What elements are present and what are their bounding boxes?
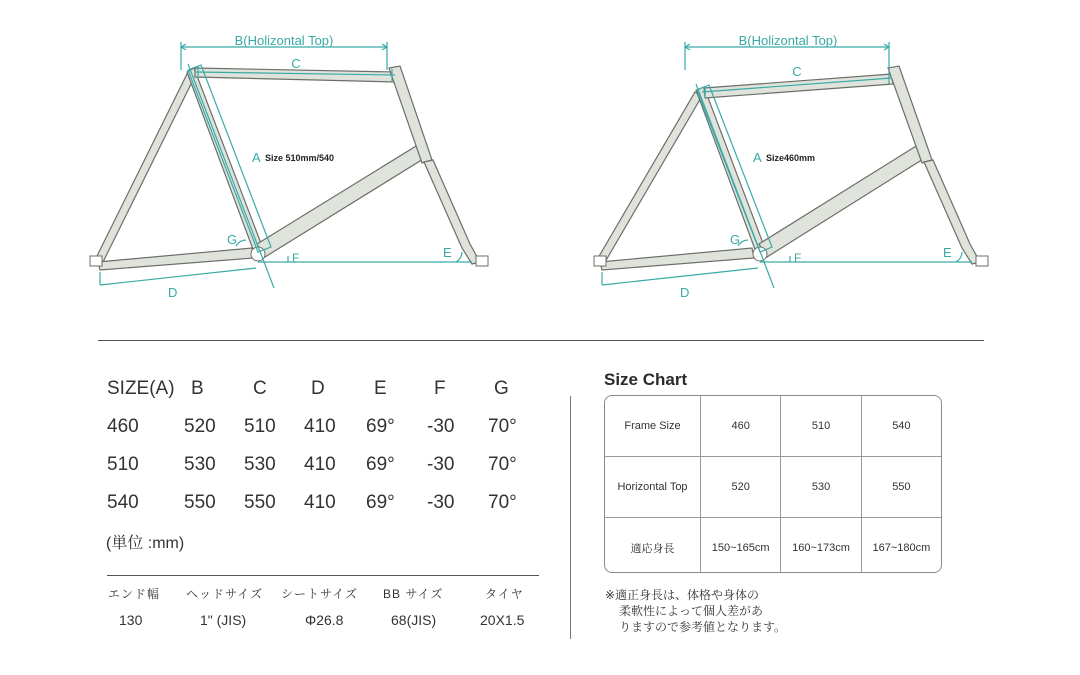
chain-stay [600,248,754,270]
label-a: A [753,150,762,165]
label-d: D [680,285,690,300]
geometry-cell: 550 [184,492,216,513]
spec-value: 130 [119,612,143,628]
geometry-row [0,416,560,440]
geometry-cell: 550 [244,492,276,513]
spec-value: 1" (JIS) [200,612,247,628]
geometry-cell: 69° [366,416,395,437]
spec-header: エンド幅 [108,587,161,601]
geometry-header: D [311,378,325,399]
fork [424,160,480,264]
frame-diagram-left [0,0,540,320]
geometry-header: C [253,378,267,399]
chain-stay [98,248,254,270]
geometry-header: SIZE(A) [107,378,175,399]
front-dropout [476,256,488,266]
label-b: B(Holizontal Top) [738,33,838,48]
geometry-header: E [374,378,387,399]
spec-header: BB サイズ [383,587,444,601]
spec-value: 68(JIS) [391,612,437,628]
geometry-cell: 410 [304,454,336,475]
geometry-cell: 70° [488,492,517,513]
column-divider [570,396,571,639]
size-chart-table [604,395,942,573]
size-chart-cell: 160~173cm [781,518,861,574]
geometry-cell: -30 [427,492,455,513]
geometry-cell: 410 [304,416,336,437]
footnote-line: りますので参考値となります。 [619,620,787,634]
label-d: D [168,285,178,300]
size-chart-cell: 550 [861,457,941,518]
rear-dropout [594,256,606,266]
label-a: A [252,150,261,165]
spec-value: 20X1.5 [480,612,525,628]
geometry-cell: 69° [366,492,395,513]
rear-dropout [90,256,102,266]
spec-value: Φ26.8 [305,612,344,628]
footnote-line: ※適正身長は、体格や身体の [605,588,760,602]
geometry-row [0,454,560,478]
label-e: E [443,245,452,260]
size-chart-cell: 510 [781,396,861,457]
label-f: F [292,251,300,265]
geometry-header: G [494,378,509,399]
geometry-header-row [0,378,560,402]
geometry-cell: 520 [184,416,216,437]
fork [924,160,980,264]
unit-note: (単位 :mm) [106,535,185,552]
geometry-cell: 530 [184,454,216,475]
size-chart-footnote [605,587,786,635]
label-c: C [291,56,301,71]
size-chart-row-label: Horizontal Top [605,457,701,518]
size-chart-row [605,518,941,574]
size-chart-cell: 530 [781,457,861,518]
size-chart-row-label: 適応身長 [605,518,701,574]
seat-stay [96,72,195,262]
size-chart-title: Size Chart [604,370,688,389]
geometry-cell: -30 [427,454,455,475]
head-tube [389,66,432,163]
geometry-cell: 69° [366,454,395,475]
frame-tubes [598,66,980,270]
bottom-bracket [753,247,767,261]
seat-stay [598,92,702,262]
size-chart-row [605,396,941,457]
label-g: G [227,232,238,247]
geometry-cell: 70° [488,416,517,437]
footnote-line: 柔軟性によって個人差があ [619,604,764,618]
label-g: G [730,232,741,247]
geometry-cell: 510 [107,454,139,475]
spec-value-row [0,612,560,632]
label-a-size: Size 510mm/540 [265,153,335,163]
head-tube [888,66,932,163]
label-f: F [794,251,802,265]
frame-diagram-right [500,0,1040,320]
size-chart-row-label: Frame Size [605,396,701,457]
size-chart-cell: 520 [701,457,781,518]
front-dropout [976,256,988,266]
geometry-cell: 460 [107,416,139,437]
spec-header: シートサイズ [281,587,359,601]
frame-tubes [96,66,480,270]
spec-divider [107,575,539,576]
spec-header-row [0,585,560,603]
label-a-size: Size460mm [766,153,816,163]
label-b: B(Holizontal Top) [234,33,334,48]
geometry-cell: -30 [427,416,455,437]
geometry-header: F [434,378,446,399]
geometry-cell: 540 [107,492,139,513]
spec-header: タイヤ [485,587,524,601]
size-chart-cell: 150~165cm [701,518,781,574]
size-chart-cell: 540 [861,396,941,457]
section-divider [98,340,984,341]
label-e: E [943,245,952,260]
geometry-row [0,492,560,516]
size-chart-row [605,457,941,518]
geometry-cell: 70° [488,454,517,475]
geometry-cell: 530 [244,454,276,475]
geometry-header: B [191,378,204,399]
geometry-cell: 510 [244,416,276,437]
size-chart-cell: 460 [701,396,781,457]
geometry-cell: 410 [304,492,336,513]
size-chart-cell: 167~180cm [861,518,941,574]
label-c: C [792,64,802,79]
spec-header: ヘッドサイズ [186,587,264,601]
